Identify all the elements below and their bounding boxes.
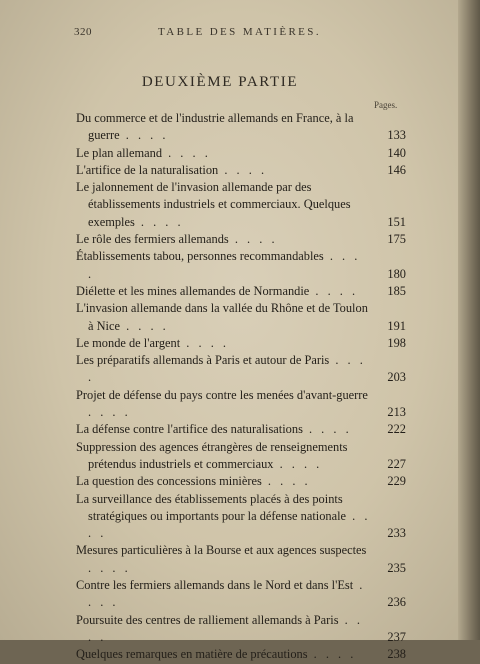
dot-leader: . . . . (120, 318, 169, 333)
toc-entry (76, 335, 406, 352)
toc-entry-page: 203 (387, 370, 406, 385)
toc-entry-page: 140 (387, 145, 406, 160)
toc-entry-page: 222 (387, 422, 406, 437)
toc-entry-page: 213 (387, 405, 406, 420)
dot-leader: . . . . (307, 647, 357, 662)
toc-entry-title: Du commerce et de l'industrie allemands en France, à la guerre . . . . (76, 111, 354, 143)
part-title: DEUXIÈME PARTIE (141, 74, 299, 90)
dot-leader: . . . . (218, 162, 268, 177)
dot-leader: . . . . (180, 335, 229, 350)
toc-entry (76, 231, 406, 248)
toc-entry-page: 233 (387, 526, 406, 541)
dot-leader: . . . . (261, 474, 311, 489)
toc-entry-title: La défense contre l'artifice des naturalisations . . . . (76, 422, 352, 437)
dot-leader: . . . . (88, 353, 366, 385)
page-number: 320 (74, 26, 92, 38)
toc-entry-title: La surveillance des établissements placés à des points stratégiques ou importants pour la défense nationale . . . . (76, 491, 371, 541)
dot-leader: . . . . (134, 214, 184, 229)
toc-entry (76, 352, 406, 387)
toc-entry-page: 175 (387, 232, 406, 247)
toc-entry (76, 542, 406, 577)
toc-entry-title: Quelques remarques en matière de précautions . . . . (76, 647, 357, 662)
toc-entry-title: Les préparatifs allemands à Paris et autour de Paris . . . . (76, 353, 366, 385)
dot-leader: . . . . (273, 456, 323, 471)
toc-entry-title: Le plan allemand . . . . (76, 145, 211, 160)
toc-entry-title: La question des concessions minières . . . . (76, 474, 311, 489)
toc-entry-title: Poursuite des centres de ralliement allemands à Paris . . . . (76, 612, 363, 644)
toc-entry (76, 248, 406, 283)
dot-leader: . . . . (88, 508, 371, 541)
toc-entry-title: Diélette et les mines allemandes de Normandie . . . . (76, 283, 359, 298)
toc-entry-page: 151 (387, 214, 406, 229)
toc-entry (76, 646, 406, 663)
toc-entry-page: 185 (387, 283, 406, 298)
page-header (74, 26, 424, 42)
toc-entry (76, 473, 406, 490)
dot-leader: . . . . (88, 405, 131, 420)
toc-entry-title: Projet de défense du pays contre les menées d'avant-guerre . . . . (76, 387, 368, 420)
toc-entry-page: 146 (387, 162, 406, 177)
dot-leader: . . . . (88, 560, 131, 575)
toc-entry (76, 300, 406, 335)
toc-entry-page: 229 (387, 474, 406, 489)
toc-entry (76, 491, 406, 543)
toc-entry (76, 439, 406, 474)
toc-entry-title: Mesures particulières à la Bourse et aux agences suspectes . . . . (76, 543, 367, 575)
dot-leader: . . . . (88, 249, 361, 281)
toc-entry-page: 237 (387, 629, 406, 644)
toc-entry-page: 180 (387, 266, 406, 281)
dot-leader: . . . . (119, 128, 169, 143)
toc-entry-page: 191 (387, 318, 406, 333)
toc-entry-title: Le jalonnement de l'invasion allemande par des établissements industriels et commerciaux. Quelques exemples . . . . (76, 180, 351, 229)
toc-entry-page: 235 (387, 560, 406, 575)
toc-entry (76, 283, 406, 300)
toc-entry-page: 198 (387, 335, 406, 350)
dot-leader: . . . . (88, 612, 363, 644)
toc-entry-page: 227 (387, 456, 406, 471)
toc-entry (76, 179, 406, 231)
toc-entry-title: L'artifice de la naturalisation . . . . (76, 162, 268, 177)
pages-column-label: Pages. (374, 100, 398, 110)
dot-leader: . . . . (162, 145, 211, 160)
toc-entry (76, 577, 406, 612)
table-of-contents (76, 110, 406, 664)
toc-entry-page: 236 (387, 595, 406, 610)
toc-entry-title: Suppression des agences étrangères de renseignements prétendus industriels et commerciaux . . . . (76, 439, 348, 471)
toc-entry (76, 110, 406, 145)
dot-leader: . . . . (228, 232, 278, 247)
toc-entry-title: Établissements tabou, personnes recommandables . . . . (76, 249, 361, 281)
toc-entry (76, 387, 406, 422)
book-spine-shadow (458, 0, 480, 640)
toc-entry (76, 421, 406, 438)
dot-leader: . . . . (302, 422, 352, 437)
toc-entry-page: 238 (387, 647, 406, 662)
toc-entry-title: L'invasion allemande dans la vallée du Rhône et de Toulon à Nice . . . . (76, 301, 368, 333)
toc-entry-title: Le rôle des fermiers allemands . . . . (76, 232, 278, 247)
toc-entry-title: Contre les fermiers allemands dans le Nord et dans l'Est . . . . (76, 578, 366, 610)
running-title: TABLE DES MATIÈRES. (158, 26, 321, 38)
toc-entry (76, 162, 406, 179)
toc-entry-page: 133 (387, 128, 406, 143)
toc-entry-title: Le monde de l'argent . . . . (76, 335, 229, 350)
toc-entry (76, 612, 406, 647)
dot-leader: . . . . (88, 578, 366, 610)
dot-leader: . . . . (309, 283, 359, 298)
toc-entry (76, 145, 406, 162)
